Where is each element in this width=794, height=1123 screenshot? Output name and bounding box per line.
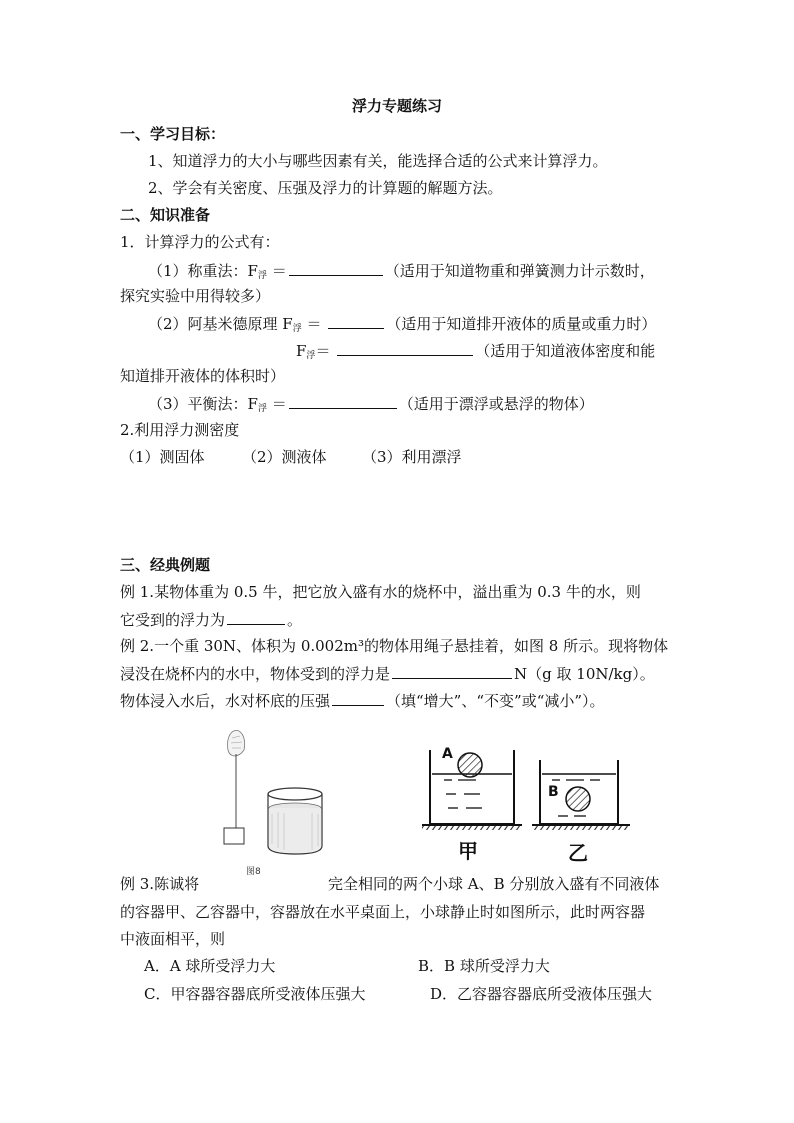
answer-blank-3[interactable]: [337, 340, 473, 356]
method-3-note: （适用于漂浮或悬浮的物体）: [398, 395, 594, 413]
subscript-fu: 浮: [306, 351, 316, 361]
containers-figure: [418, 738, 638, 866]
objective-1: 1、知道浮力的大小与哪些因素有关，能选择合适的公式来计算浮力。: [148, 152, 608, 170]
caption-yi: 乙: [568, 841, 588, 865]
subscript-fu: 浮: [257, 404, 267, 414]
method-3-label: （3）平衡法：F: [148, 395, 258, 413]
label-ball-b: B: [548, 784, 559, 800]
equals-sign: ＝: [271, 262, 287, 280]
container-jia: [422, 750, 522, 830]
method-2-label: （2）阿基米德原理 F: [148, 315, 293, 333]
answer-blank-2[interactable]: [328, 313, 384, 329]
example-3-line-3: 中液面相平，则: [120, 930, 226, 948]
method-2-line: [148, 313, 656, 339]
page-title: 浮力专题练习: [351, 97, 442, 115]
hanging-block: [224, 828, 244, 844]
section1-heading: 一、学习目标：: [120, 125, 226, 143]
method-1-label: （1）称重法：F: [148, 262, 258, 280]
method-2b-note: （适用于知道液体密度和能: [475, 342, 656, 360]
density-method-1: （1）测固体: [120, 448, 205, 466]
caption-jia: 甲: [458, 839, 478, 863]
option-d[interactable]: D．乙容器容器底所受液体压强大: [430, 985, 653, 1003]
answer-blank-ex2b[interactable]: [332, 690, 384, 706]
example-2-pressure-text: 物体浸入水后，水对杯底的压强: [120, 692, 331, 710]
example-3-line-1b: 完全相同的两个小球 A、B 分别放入盛有不同液体: [328, 875, 660, 893]
example-2-line-2: [120, 663, 655, 684]
example-1-text: 它受到的浮力为: [120, 611, 226, 629]
example-1-line-2: [120, 609, 302, 630]
subscript-fu: 浮: [292, 324, 302, 334]
equals-sign: ＝: [315, 342, 331, 360]
subscript-fu: 浮: [257, 271, 267, 281]
answer-blank-1[interactable]: [289, 260, 383, 276]
method-2-note: （适用于知道排开液体的质量或重力时）: [386, 315, 657, 333]
example-2-line-3: [120, 690, 605, 711]
example-3-line-2: 的容器甲、乙容器中，容器放在水平桌面上，小球静止时如图所示，此时两容器: [120, 903, 646, 921]
container-yi: [532, 760, 630, 830]
answer-blank-ex2a[interactable]: [392, 663, 512, 679]
density-method-2: （2）测液体: [242, 448, 327, 466]
equals-sign: ＝: [271, 395, 287, 413]
ball-a: [458, 753, 482, 777]
example-2-text: 浸没在烧杯内的水中，物体受到的浮力是: [120, 665, 391, 683]
density-method-3: （3）利用漂浮: [362, 448, 462, 466]
hand-icon: [228, 730, 245, 756]
question-2: 2.利用浮力测密度: [120, 421, 240, 439]
example-1-end: 。: [287, 611, 303, 629]
equals-sign: ＝: [306, 315, 322, 333]
method-1-line: [148, 260, 655, 286]
question-1: 1．计算浮力的公式有：: [120, 233, 280, 251]
method-2b-label: F: [296, 342, 307, 360]
example-3-line-1a: 例 3.陈诚将: [120, 875, 200, 893]
section3-heading: 三、经典例题: [120, 556, 211, 574]
option-b[interactable]: B．B 球所受浮力大: [418, 957, 550, 975]
method-2b-note-cont: 知道排开液体的体积时）: [120, 367, 286, 385]
method-2b-line: [296, 340, 655, 366]
example-1-line-1: 例 1.某物体重为 0.5 牛，把它放入盛有水的烧杯中，溢出重为 0.3 牛的水，则: [120, 583, 641, 601]
label-ball-a: A: [442, 746, 453, 762]
figure-8-caption: 图8: [246, 867, 261, 877]
method-1-note: （适用于知道物重和弹簧测力计示数时，: [384, 262, 655, 280]
option-c[interactable]: C．甲容器容器底所受液体压强大: [144, 985, 366, 1003]
method-3-line: [148, 393, 594, 419]
example-2-unit: N（g 取 10N/kg）。: [514, 665, 655, 683]
ball-b: [566, 787, 590, 811]
answer-blank-ex1[interactable]: [227, 609, 285, 625]
figure-8-illustration: [212, 728, 324, 880]
example-2-line-1: 例 2.一个重 30N、体积为 0.002m³的物体用绳子悬挂着，如图 8 所示。现将物体: [120, 637, 669, 655]
section2-heading: 二、知识准备: [120, 206, 211, 224]
option-a[interactable]: A．A 球所受浮力大: [144, 957, 276, 975]
objective-2: 2、学会有关密度、压强及浮力的计算题的解题方法。: [148, 179, 503, 197]
answer-blank-4[interactable]: [289, 393, 397, 409]
method-1-note-cont: 探究实验中用得较多）: [120, 287, 271, 305]
example-2-fill-hint: （填“增大”、“不变”或“减小”）。: [386, 692, 605, 710]
beaker-icon: [268, 788, 322, 854]
